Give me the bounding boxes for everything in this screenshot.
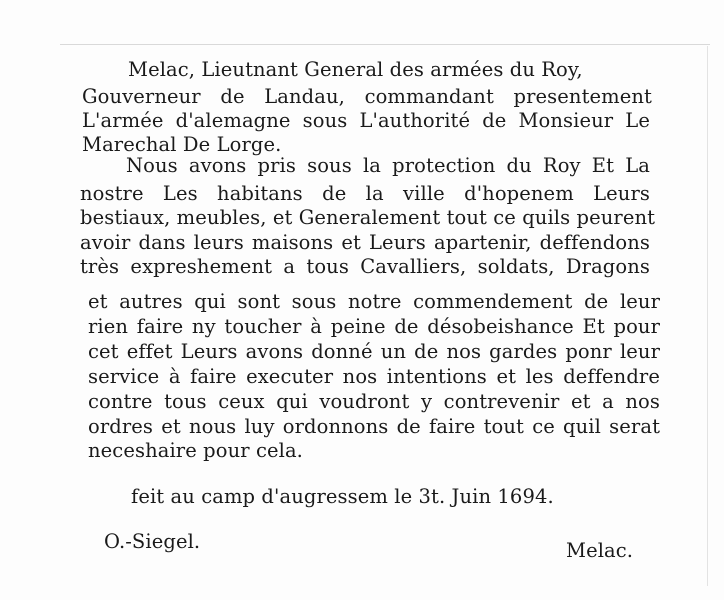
signature-left: O.-Siegel. [104, 530, 201, 553]
text-line: cet effet Leurs avons donné un de nos gardes ponr leur [88, 340, 660, 363]
text-line: Melac, Lieutnant General des armées du Roy, [128, 58, 583, 81]
signature-right: Melac. [566, 539, 634, 562]
text-line: bestiaux, meubles, et Generalement tout ce quils peurent [80, 206, 656, 229]
text-line: Marechal De Lorge. [82, 133, 282, 156]
text-line: avoir dans leurs maisons et Leurs apartenir, deffendons [80, 231, 650, 254]
text-line: très expreshement a tous Cavalliers, soldats, Dragons [80, 255, 650, 278]
text-line: contre tous ceux qui voudront y contrevenir et a nos [88, 390, 660, 413]
text-line: nostre Les habitans de la ville d'hopenem Leurs [80, 182, 650, 205]
text-line: ordres et nous luy ordonnons de faire tout ce quil serat [88, 415, 660, 438]
dateline: feit au camp d'augressem le 3t. Juin 1694. [131, 485, 554, 508]
text-line: L'armée d'alemagne sous L'authorité de Monsieur Le [82, 109, 650, 132]
text-line: rien faire ny toucher à peine de désobeishance Et pour [88, 315, 660, 338]
text-line: service à faire executer nos intentions et les deffendre [88, 365, 660, 388]
text-line: et autres qui sont sous notre commendement de leur [88, 290, 660, 313]
text-line: neceshaire pour cela. [88, 439, 303, 462]
page-top-edge [60, 44, 710, 45]
text-line: Nous avons pris sous la protection du Roy Et La [126, 154, 650, 177]
text-line: Gouverneur de Landau, commandant presentement [82, 85, 652, 108]
page-right-edge [707, 46, 708, 586]
